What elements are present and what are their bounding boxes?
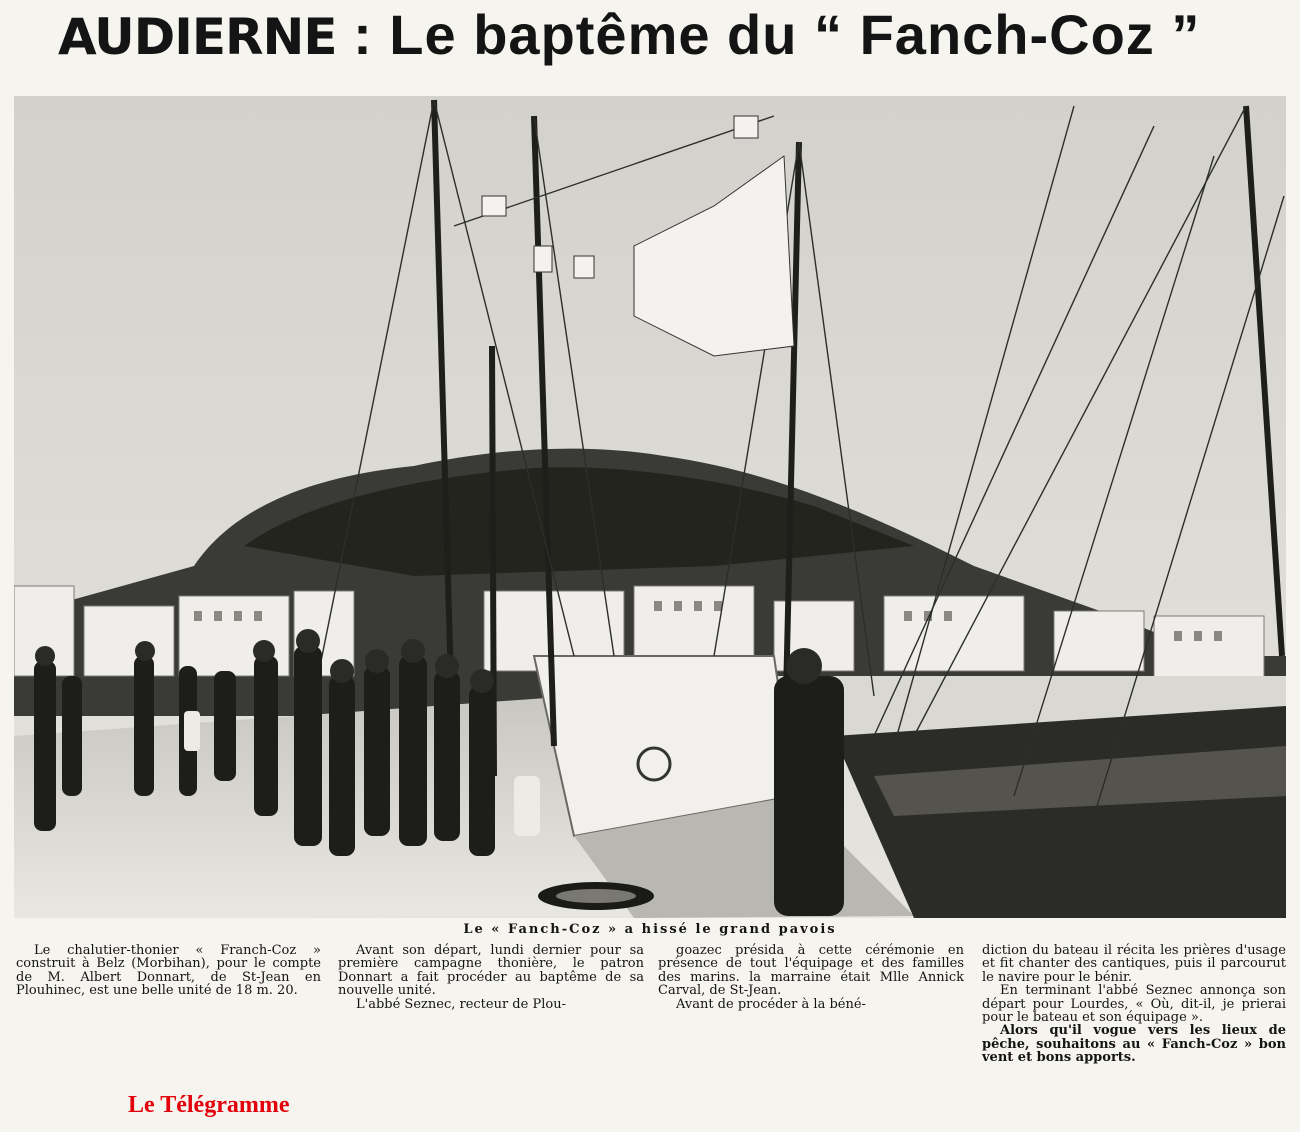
headline-title: : Le baptême du “ Fanch-Coz ”	[353, 3, 1201, 66]
article-column-4	[982, 944, 1286, 1065]
column-paragraph: diction du bateau il récita les prières d'usage et fit chanter des cantiques, puis il parcourut le navire pour le bénir.	[982, 943, 1286, 985]
article-column-1	[16, 944, 321, 998]
headline-place: AUDIERNE	[58, 8, 337, 66]
headline	[58, 0, 1258, 70]
column-paragraph: Le chalutier-thonier « Franch-Coz » construit à Belz (Morbihan), pour le compte de M. Albert Donnart, de St-Jean en Plouhinec, est une belle unité de 18 m. 20.	[16, 943, 321, 999]
article-column-3	[658, 944, 964, 1011]
column-paragraph: goazec présida à cette cérémonie en présence de tout l'équipage et des familles des marins. la marraine était Mlle Annick Carval, de St-Jean.	[658, 943, 964, 999]
column-paragraph: Avant de procéder à la béné-	[676, 996, 866, 1012]
column-paragraph: Avant son départ, lundi dernier pour sa première campagne thonière, le patron Donnart a fait procéder au baptême de sa nouvelle unité.	[338, 943, 644, 999]
newspaper-source: Le Télégramme	[128, 1092, 290, 1118]
column-paragraph: En terminant l'abbé Seznec annonça son départ pour Lourdes, « Où, dit-il, je prierai pour le bateau et son équipage ».	[982, 983, 1286, 1026]
column-paragraph: L'abbé Seznec, recteur de Plou-	[356, 996, 566, 1012]
harbor-photo	[14, 96, 1286, 918]
photo-caption: Le « Fanch-Coz » a hissé le grand pavois	[463, 922, 837, 937]
article-column-2	[338, 944, 644, 1011]
column-paragraph: Alors qu'il vogue vers les lieux de pêche, souhaitons au « Fanch-Coz » bon vent et bons apports.	[982, 1023, 1286, 1066]
